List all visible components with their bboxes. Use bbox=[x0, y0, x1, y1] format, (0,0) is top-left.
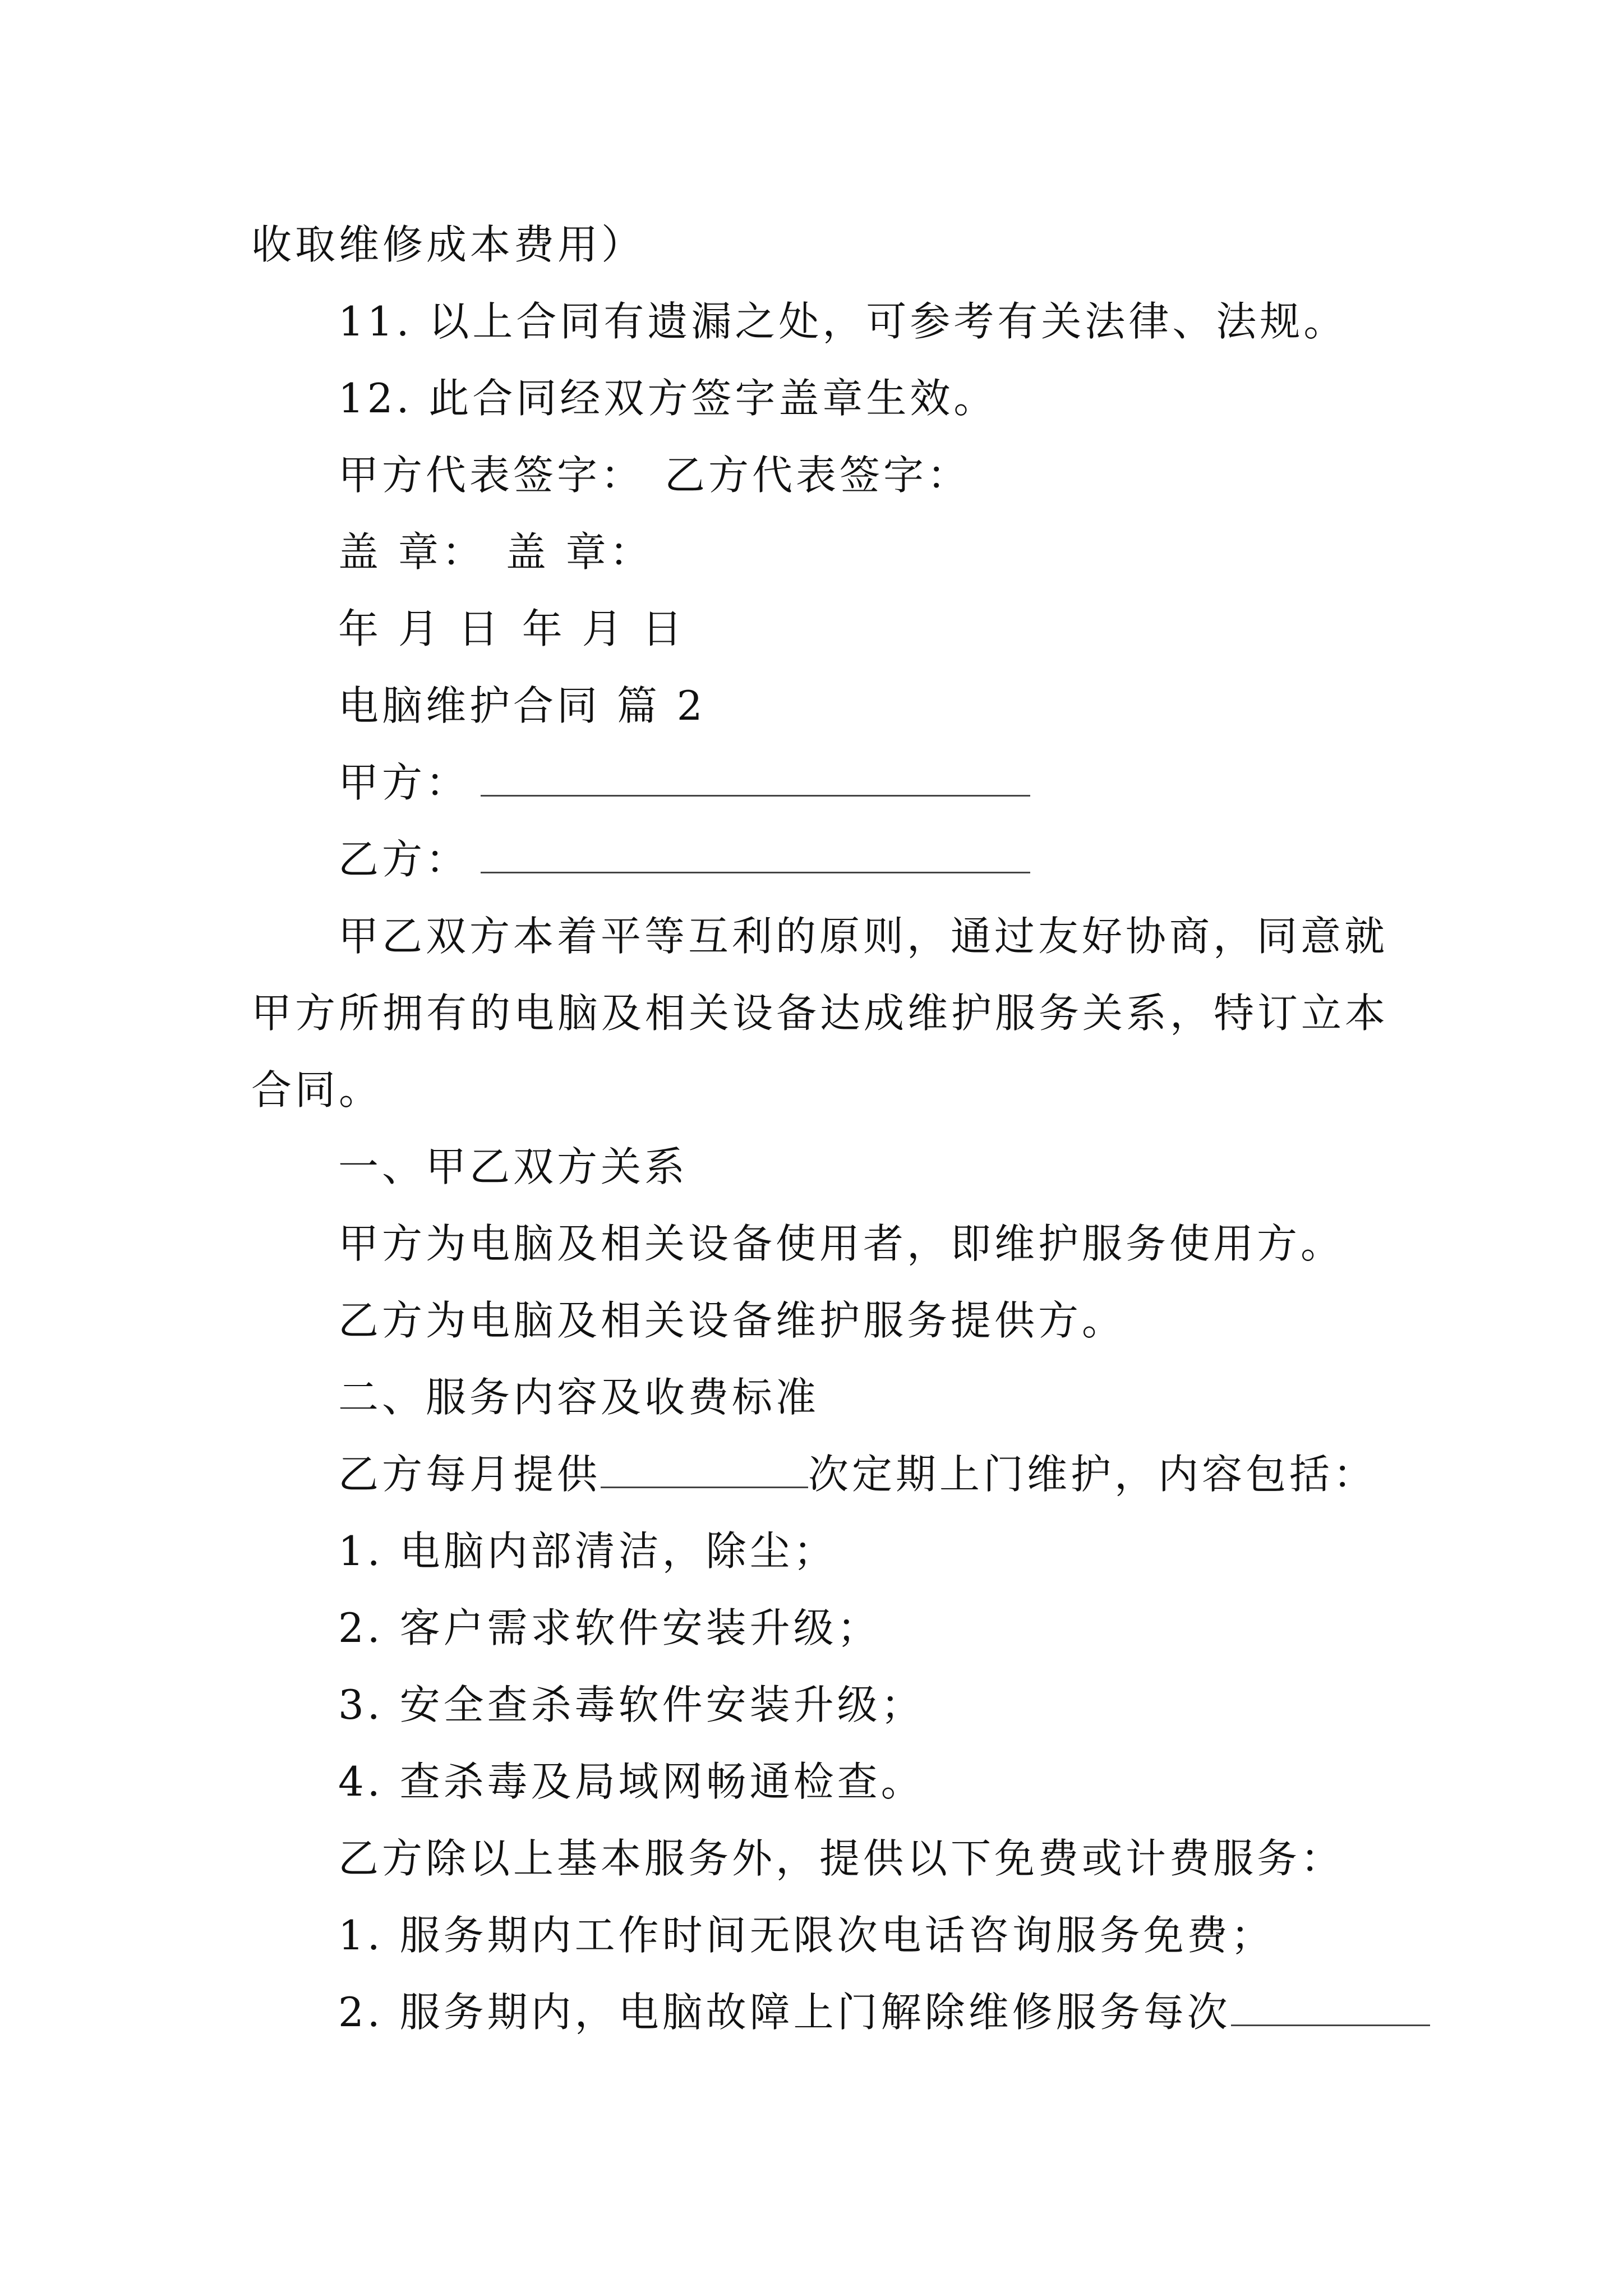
list-item: 2. 客户需求软件安装升级； bbox=[338, 1604, 881, 1651]
party-a-seal-label: 盖 章： bbox=[338, 528, 486, 576]
section-title: 电脑维护合同 篇 2 bbox=[338, 682, 706, 729]
paragraph-line: 乙方为电脑及相关设备维护服务提供方。 bbox=[338, 1297, 1126, 1344]
monthly-service-suffix: 次定期上门维护，内容包括： bbox=[808, 1451, 1377, 1498]
party-a-line bbox=[251, 744, 1384, 821]
list-item: 1. 服务期内工作时间无限次电话咨询服务免费； bbox=[338, 1912, 1275, 1959]
party-b-seal-label: 盖 章： bbox=[505, 528, 653, 576]
party-b-date-label: 年 月 日 bbox=[522, 605, 686, 652]
heading-two: 二、服务内容及收费标准 bbox=[338, 1374, 820, 1421]
monthly-service-line bbox=[251, 1436, 1384, 1513]
party-a-date-label: 年 月 日 bbox=[338, 605, 502, 652]
paragraph-line: 乙方除以上基本服务外，提供以下免费或计费服务： bbox=[338, 1835, 1345, 1882]
paragraph-line: 合同。 bbox=[251, 1066, 383, 1114]
repair-fee-blank[interactable] bbox=[1231, 1981, 1430, 2026]
party-b-label: 乙方： bbox=[338, 836, 470, 883]
list-item: 4. 查杀毒及局域网畅通检查。 bbox=[338, 1758, 925, 1805]
heading-one: 一、甲乙双方关系 bbox=[338, 1143, 689, 1190]
party-a-label: 甲方： bbox=[338, 759, 470, 806]
clause-11: 11. 以上合同有遗漏之处，可参考有关法律、法规。 bbox=[338, 298, 1348, 345]
paragraph-line: 甲乙双方本着平等互利的原则，通过友好协商，同意就 bbox=[338, 913, 1389, 960]
clause-12: 12. 此合同经双方签字盖章生效。 bbox=[338, 375, 998, 422]
date-line bbox=[251, 591, 1384, 668]
list-item: 3. 安全查杀毒软件安装升级； bbox=[338, 1681, 925, 1728]
monthly-service-prefix: 乙方每月提供 bbox=[338, 1451, 601, 1498]
party-b-signature-label: 乙方代表签字： bbox=[665, 452, 971, 499]
text-line: 收取维修成本费用） bbox=[251, 221, 645, 268]
list-item: 1. 电脑内部清洁，除尘； bbox=[338, 1527, 837, 1575]
contract-text bbox=[251, 206, 1389, 2051]
paragraph-line: 甲方所拥有的电脑及相关设备达成维护服务关系，特订立本 bbox=[251, 990, 1389, 1037]
repair-service-text: 2. 服务期内，电脑故障上门解除维修服务每次 bbox=[338, 1989, 1231, 2036]
visit-count-blank[interactable] bbox=[601, 1443, 808, 1488]
list-item bbox=[251, 1974, 1384, 2051]
paragraph-line: 甲方为电脑及相关设备使用者，即维护服务使用方。 bbox=[338, 1220, 1345, 1267]
party-b-blank[interactable] bbox=[481, 828, 1030, 873]
signature-line bbox=[251, 437, 1384, 514]
seal-line bbox=[251, 514, 1384, 591]
party-a-blank[interactable] bbox=[481, 751, 1030, 797]
party-a-signature-label: 甲方代表签字： bbox=[338, 452, 645, 499]
party-b-line bbox=[251, 821, 1384, 898]
